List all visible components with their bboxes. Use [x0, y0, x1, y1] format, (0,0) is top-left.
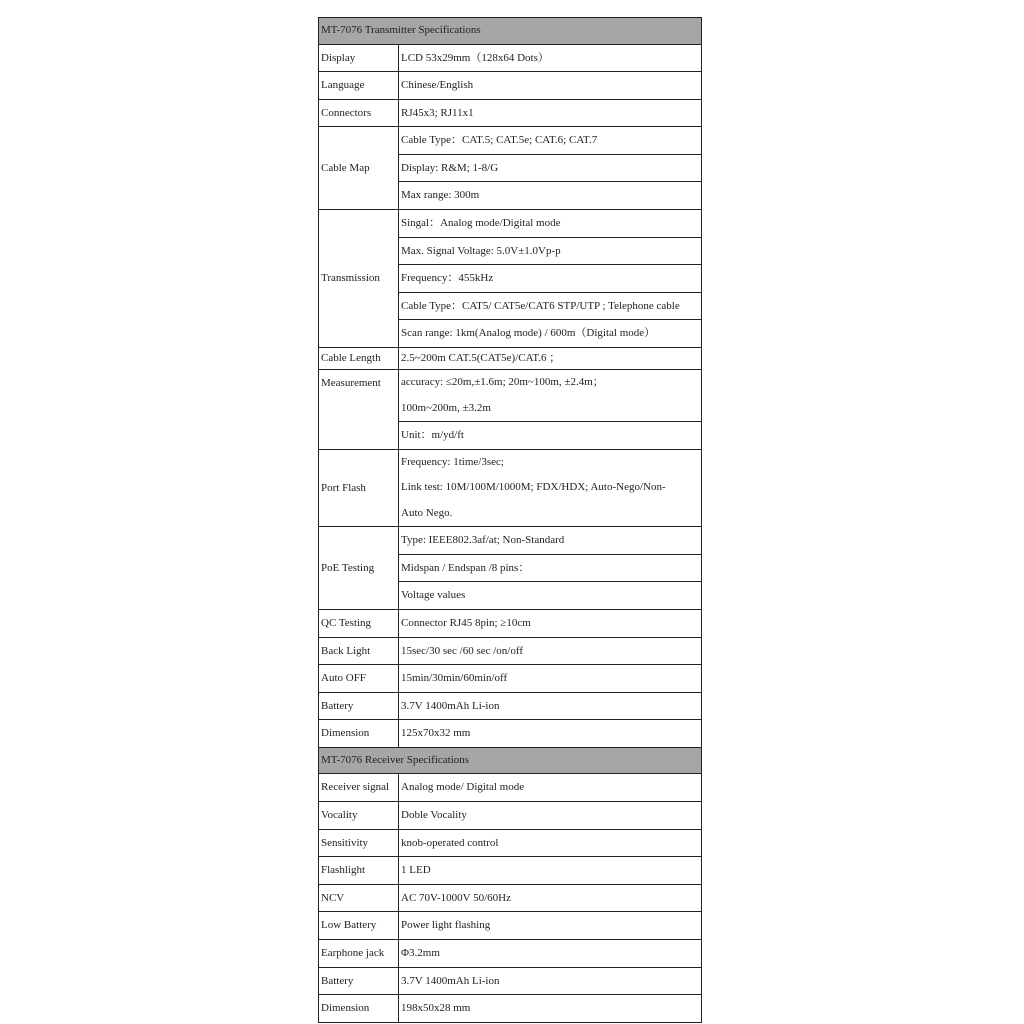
spec-value: Unit：m/yd/ft	[399, 422, 702, 450]
spec-row	[319, 609, 702, 637]
spec-value: Chinese/English	[399, 72, 702, 100]
spec-label-cable-map: Cable Map	[319, 127, 399, 210]
spec-label-poe-testing: PoE Testing	[319, 527, 399, 610]
spec-value: AC 70V-1000V 50/60Hz	[399, 884, 702, 912]
spec-row	[319, 939, 702, 967]
spec-value: Frequency：455kHz	[399, 265, 702, 293]
spec-row	[319, 857, 702, 885]
spec-label-transmission: Transmission	[319, 210, 399, 348]
spec-row	[319, 967, 702, 995]
spec-row	[319, 774, 702, 802]
spec-value: knob-operated control	[399, 829, 702, 857]
spec-value: 3.7V 1400mAh Li-ion	[399, 692, 702, 720]
spec-value: Frequency: 1time/3sec; Link test: 10M/100M/1000M; FDX/HDX; Auto-Nego/Non- Auto Nego.	[399, 449, 702, 527]
spec-row	[319, 449, 702, 527]
spec-value: 2.5~200m CAT.5(CAT5e)/CAT.6 ；	[399, 348, 702, 370]
spec-value: Scan range: 1km(Analog mode) / 600m（Digital mode）	[399, 320, 702, 348]
spec-row	[319, 210, 702, 238]
spec-label-low-battery: Low Battery	[319, 912, 399, 940]
spec-value: Max. Signal Voltage: 5.0V±1.0Vp-p	[399, 237, 702, 265]
spec-row	[319, 127, 702, 155]
spec-value: Power light flashing	[399, 912, 702, 940]
spec-value: Φ3.2mm	[399, 939, 702, 967]
spec-label-ncv: NCV	[319, 884, 399, 912]
spec-value: 3.7V 1400mAh Li-ion	[399, 967, 702, 995]
spec-value: Singal：Analog mode/Digital mode	[399, 210, 702, 238]
spec-label-measurement: Measurement	[319, 370, 399, 450]
spec-label-connectors: Connectors	[319, 99, 399, 127]
spec-value: Display: R&M; 1-8/G	[399, 154, 702, 182]
spec-label-back-light: Back Light	[319, 637, 399, 665]
spec-row	[319, 801, 702, 829]
spec-row	[319, 912, 702, 940]
spec-label-receiver-signal: Receiver signal	[319, 774, 399, 802]
spec-label-cable-length: Cable Length	[319, 348, 399, 370]
spec-label-dimension: Dimension	[319, 720, 399, 748]
spec-row	[319, 99, 702, 127]
spec-value: accuracy: ≤20m,±1.6m; 20m~100m, ±2.4m； 100m~200m, ±3.2m	[399, 370, 702, 422]
spec-row	[319, 995, 702, 1023]
spec-value: LCD 53x29mm（128x64 Dots）	[399, 44, 702, 72]
spec-table	[318, 17, 702, 1023]
spec-value: Max range: 300m	[399, 182, 702, 210]
spec-row	[319, 72, 702, 100]
spec-label-auto-off: Auto OFF	[319, 665, 399, 693]
spec-value: Cable Type：CAT.5; CAT.5e; CAT.6; CAT.7	[399, 127, 702, 155]
spec-row	[319, 829, 702, 857]
spec-value: Analog mode/ Digital mode	[399, 774, 702, 802]
spec-value: Connector RJ45 8pin; ≥10cm	[399, 609, 702, 637]
spec-label-earphone-jack: Earphone jack	[319, 939, 399, 967]
spec-row	[319, 720, 702, 748]
spec-label-display: Display	[319, 44, 399, 72]
spec-row	[319, 637, 702, 665]
spec-label-vocality: Vocality	[319, 801, 399, 829]
spec-value: Voltage values	[399, 582, 702, 610]
spec-value: 1 LED	[399, 857, 702, 885]
spec-value: Type: IEEE802.3af/at; Non-Standard	[399, 527, 702, 555]
spec-value: 198x50x28 mm	[399, 995, 702, 1023]
spec-row	[319, 348, 702, 370]
receiver-section-title: MT-7076 Receiver Specifications	[319, 747, 702, 774]
spec-value: 15min/30min/60min/off	[399, 665, 702, 693]
spec-value: Doble Vocality	[399, 801, 702, 829]
spec-value: Cable Type：CAT5/ CAT5e/CAT6 STP/UTP ; Telephone cable	[399, 292, 702, 320]
spec-label-port-flash: Port Flash	[319, 449, 399, 527]
spec-row	[319, 527, 702, 555]
spec-value: Midspan / Endspan /8 pins：	[399, 554, 702, 582]
spec-label-sensitivity: Sensitivity	[319, 829, 399, 857]
spec-row	[319, 665, 702, 693]
spec-label-flashlight: Flashlight	[319, 857, 399, 885]
spec-row	[319, 370, 702, 422]
spec-label-qc-testing: QC Testing	[319, 609, 399, 637]
spec-value: 125x70x32 mm	[399, 720, 702, 748]
spec-value: RJ45x3; RJ11x1	[399, 99, 702, 127]
spec-row	[319, 44, 702, 72]
transmitter-section-title: MT-7076 Transmitter Specifications	[319, 18, 702, 45]
spec-label-language: Language	[319, 72, 399, 100]
spec-row	[319, 692, 702, 720]
spec-label-battery: Battery	[319, 967, 399, 995]
spec-row	[319, 884, 702, 912]
spec-value: 15sec/30 sec /60 sec /on/off	[399, 637, 702, 665]
spec-label-battery: Battery	[319, 692, 399, 720]
spec-label-dimension: Dimension	[319, 995, 399, 1023]
